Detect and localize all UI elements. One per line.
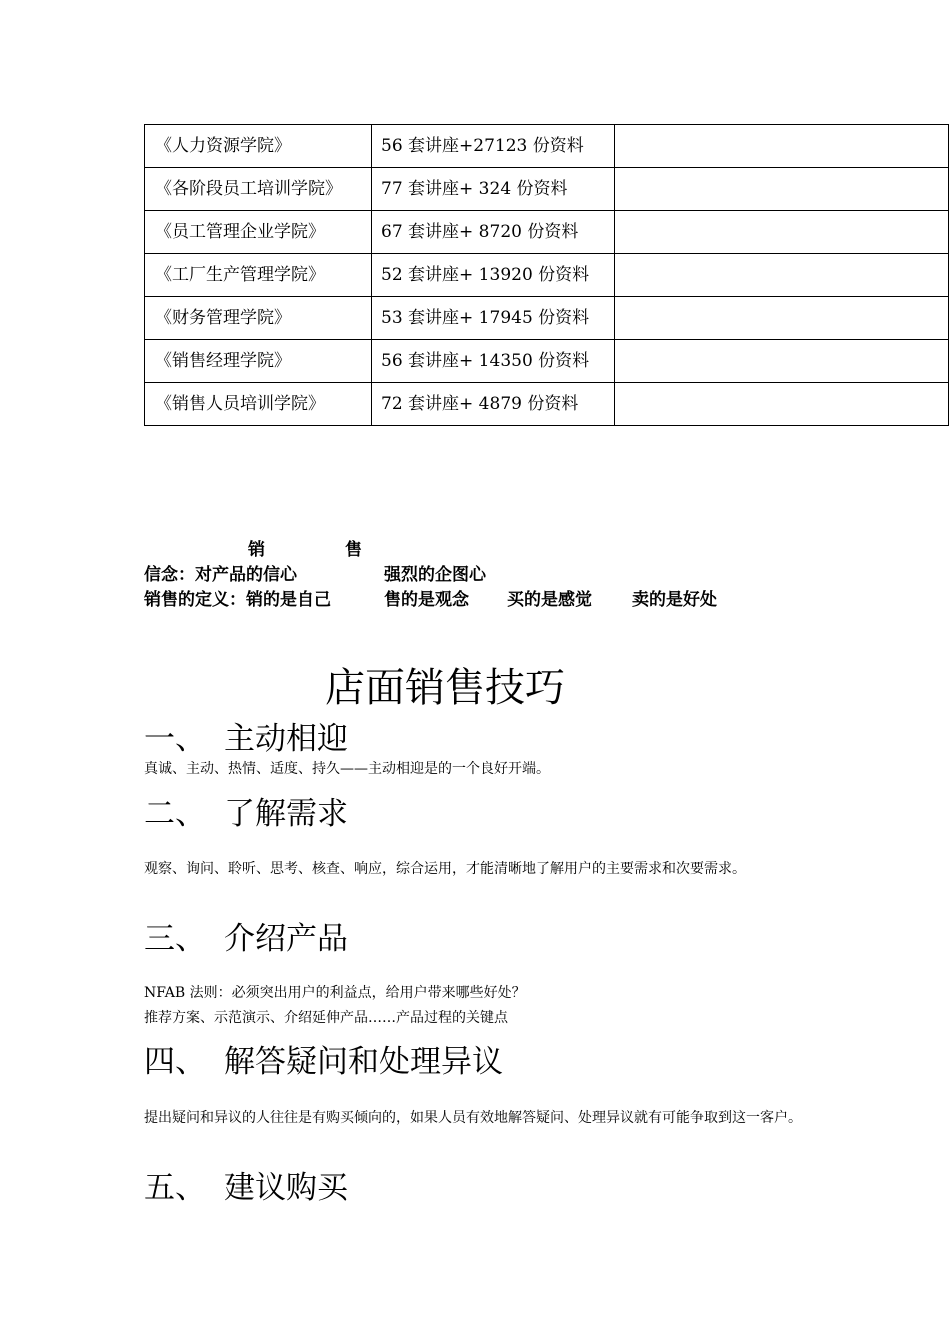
section-heading: [144, 1162, 348, 1207]
section-paragraph: 真诚、主动、热情、适度、持久——主动相迎是的一个良好开端。: [144, 761, 550, 777]
table-row: [145, 254, 949, 297]
table-row: [145, 211, 949, 254]
definition-item: 卖的是好处: [632, 590, 717, 610]
section-number: 一、: [144, 721, 206, 757]
course-content: 53 套讲座+ 17945 份资料: [372, 297, 615, 340]
section-title: 了解需求: [224, 796, 348, 832]
section-heading: [144, 1036, 503, 1081]
section-number: 四、: [144, 1044, 206, 1080]
section-title: 主动相迎: [224, 721, 348, 757]
section-title: 建议购买: [224, 1170, 348, 1206]
course-name: 《销售人员培训学院》: [145, 383, 372, 426]
course-name: 《工厂生产管理学院》: [145, 254, 372, 297]
course-content: 67 套讲座+ 8720 份资料: [372, 211, 615, 254]
section-heading: [144, 788, 348, 833]
course-name: 《销售经理学院》: [145, 340, 372, 383]
course-content: 52 套讲座+ 13920 份资料: [372, 254, 615, 297]
definition-item: 买的是感觉: [507, 590, 592, 610]
section-title: 介绍产品: [224, 921, 348, 957]
course-content: 56 套讲座+ 14350 份资料: [372, 340, 615, 383]
table-row: [145, 340, 949, 383]
table-row: [145, 383, 949, 426]
course-name: 《员工管理企业学院》: [145, 211, 372, 254]
course-note: [615, 297, 949, 340]
course-note: [615, 125, 949, 168]
sales-heading-char-1: 销: [248, 540, 265, 560]
course-name: 《人力资源学院》: [145, 125, 372, 168]
definition-item: 售的是观念: [384, 590, 469, 610]
section-number: 五、: [144, 1170, 206, 1206]
belief-label: 信念：对产品的信心: [144, 565, 297, 585]
section-paragraph: 观察、询问、聆听、思考、核查、响应，综合运用，才能清晰地了解用户的主要需求和次要需求。: [144, 861, 746, 877]
course-note: [615, 383, 949, 426]
section-number: 三、: [144, 921, 206, 957]
belief-value: 强烈的企图心: [384, 565, 486, 585]
section-heading: [144, 913, 348, 958]
course-content: 77 套讲座+ 324 份资料: [372, 168, 615, 211]
course-note: [615, 168, 949, 211]
table-row: [145, 168, 949, 211]
section-paragraph: 提出疑问和异议的人往往是有购买倾向的，如果人员有效地解答疑问、处理异议就有可能争取到这一客户。: [144, 1110, 802, 1126]
table-row: [145, 125, 949, 168]
document-title: 店面销售技巧: [325, 665, 565, 711]
table-row: [145, 297, 949, 340]
sales-heading-char-2: 售: [345, 540, 362, 560]
definition-label: 销售的定义：销的是自己: [144, 590, 331, 610]
course-content: 56 套讲座+27123 份资料: [372, 125, 615, 168]
course-content: 72 套讲座+ 4879 份资料: [372, 383, 615, 426]
section-heading: [144, 713, 348, 758]
section-number: 二、: [144, 796, 206, 832]
section-title: 解答疑问和处理异议: [224, 1044, 503, 1080]
course-note: [615, 340, 949, 383]
course-note: [615, 254, 949, 297]
course-name: 《各阶段员工培训学院》: [145, 168, 372, 211]
section-paragraph: 推荐方案、示范演示、介绍延伸产品……产品过程的关键点: [144, 1010, 508, 1026]
course-note: [615, 211, 949, 254]
course-table: [144, 124, 949, 426]
section-paragraph: NFAB 法则：必须突出用户的利益点，给用户带来哪些好处？: [144, 985, 526, 1001]
course-name: 《财务管理学院》: [145, 297, 372, 340]
